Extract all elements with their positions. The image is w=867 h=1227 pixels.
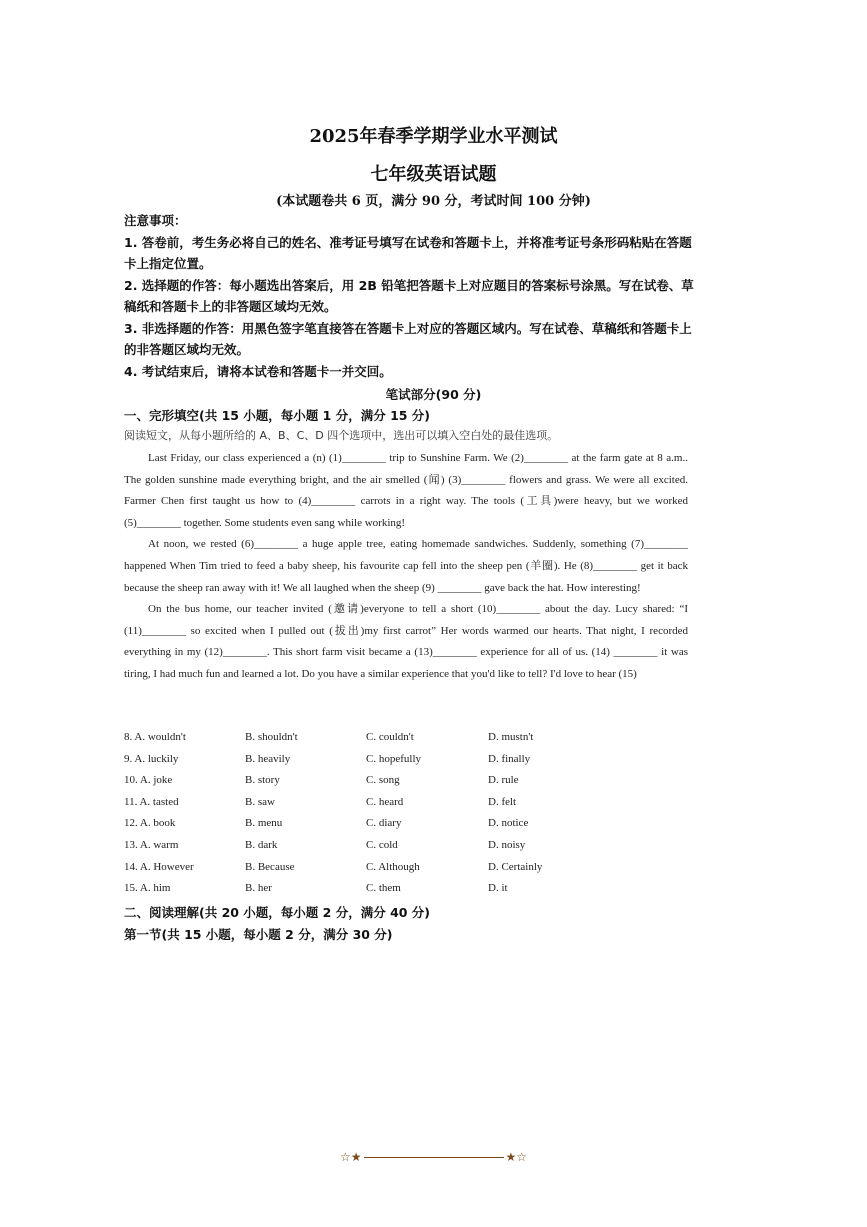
option-c: C. Although	[366, 860, 420, 873]
option-a: 13. A. warm	[124, 838, 179, 851]
option-d: D. mustn't	[488, 731, 534, 743]
option-b: B. story	[245, 774, 280, 787]
section2-heading: 二、阅读理解(共 20 小题，每小题 2 分，满分 40 分)	[124, 905, 431, 920]
exam-title: 2025年春季学期学业水平测试	[309, 126, 558, 147]
passage-paragraph: Last Friday, our class experienced a (n) (1)________ trip to Sunshine Farm. We (2)________ at the farm gate at 8 a.m.. The golden sunshine made everything bright, and the air smelled (闻) (3)________ flowers and grass. We were all excited. Farmer Chen first taught us how to (4)________ carrots in a right way. The tools (工具)were heavy, but we worked (5)________ together. Some students even sang while working!	[124, 452, 688, 529]
option-b: B. menu	[245, 817, 283, 830]
option-a: 11. A. tasted	[124, 795, 179, 808]
option-c: C. heard	[366, 795, 404, 808]
option-b: B. shouldn't	[245, 731, 298, 743]
option-a: 9. A. luckily	[124, 752, 179, 765]
option-c: C. couldn't	[366, 731, 414, 743]
option-d: D. Certainly	[488, 860, 543, 873]
option-c: C. them	[366, 882, 401, 895]
option-row	[124, 880, 724, 902]
passage-paragraph: At noon, we rested (6)________ a huge apple tree, eating homemade sandwiches. Suddenly, something (7)________ happened When Tim tried to feed a baby sheep, his favourite cap fell into the sheep pen (羊圈). He (8)________ get it back because the sheep ran away with it! We all laughed when the sheep (9) ________ gave back the hat. How interesting!	[124, 538, 688, 594]
option-c: C. cold	[366, 838, 398, 851]
option-row	[124, 837, 724, 859]
option-b: B. heavily	[245, 752, 291, 765]
option-b: B. dark	[245, 838, 278, 851]
option-b: B. saw	[245, 795, 275, 808]
page-footer-ornament	[0, 1150, 867, 1164]
option-d: D. rule	[488, 774, 519, 787]
star-icon: ★☆	[505, 1150, 528, 1164]
notice-item: 1. 答卷前，考生务必将自己的姓名、准考证号填写在试卷和答题卡上，并将准考证号条形码粘贴在答题卡上指定位置。	[124, 234, 692, 271]
option-d: D. notice	[488, 817, 529, 830]
exam-info: (本试题卷共 6 页，满分 90 分，考试时间 100 分钟)	[276, 194, 591, 209]
option-b: B. her	[245, 882, 272, 895]
notice-item: 3. 非选择题的作答：用黑色签字笔直接答在答题卡上对应的答题区域内。写在试卷、草稿纸和答题卡上的非答题区域均无效。	[124, 320, 692, 357]
written-part-heading: 笔试部分(90 分)	[385, 387, 482, 402]
option-a: 8. A. wouldn't	[124, 731, 186, 743]
option-a: 15. A. him	[124, 882, 171, 895]
option-c: C. song	[366, 774, 400, 787]
cloze-passage	[124, 448, 688, 686]
option-a: 10. A. joke	[124, 774, 173, 787]
option-c: C. hopefully	[366, 752, 421, 765]
section1-instructions: 阅读短文，从每小题所给的 A、B、C、D 四个选项中，选出可以填入空白处的最佳选项。	[124, 429, 559, 442]
option-row	[124, 859, 724, 881]
section1-heading: 一、完形填空(共 15 小题，每小题 1 分，满分 15 分)	[124, 408, 431, 423]
options-list	[124, 729, 724, 902]
option-a: 14. A. However	[124, 860, 194, 873]
notice-item: 2. 选择题的作答：每小题选出答案后，用 2B 铅笔把答题卡上对应题目的答案标号涂黑。写在试卷、草稿纸和答题卡上的非答题区域均无效。	[124, 277, 694, 314]
option-c: C. diary	[366, 817, 402, 830]
option-row	[124, 772, 724, 794]
exam-subject-title: 七年级英语试题	[370, 164, 497, 185]
section2-part1-heading: 第一节(共 15 小题，每小题 2 分，满分 30 分)	[124, 927, 393, 942]
divider-line	[364, 1157, 504, 1158]
option-a: 12. A. book	[124, 817, 176, 830]
option-d: D. it	[488, 882, 508, 895]
option-d: D. noisy	[488, 838, 526, 851]
option-row	[124, 729, 724, 751]
passage-paragraph: On the bus home, our teacher invited (邀请)everyone to tell a short (10)________ about the day. Lucy shared: “I (11)________ so excited when I pulled out (拔出)my first carrot” Her words warmed our hearts. That night, I recorded everything in my (12)________. This short farm visit became a (13)________ experience for all of us. (14) ________ it was tiring, I had much fun and learned a lot. Do you have a similar experience that you'd like to tell? I'd love to hear (15)	[124, 603, 688, 680]
option-b: B. Because	[245, 860, 295, 873]
option-row	[124, 815, 724, 837]
option-row	[124, 794, 724, 816]
notice-heading: 注意事项：	[124, 213, 187, 228]
star-icon: ☆★	[339, 1150, 362, 1164]
option-d: D. felt	[488, 795, 517, 808]
option-d: D. finally	[488, 752, 531, 765]
option-row	[124, 751, 724, 773]
notice-block	[124, 210, 694, 382]
notice-item: 4. 考试结束后，请将本试卷和答题卡一并交回。	[124, 363, 392, 379]
